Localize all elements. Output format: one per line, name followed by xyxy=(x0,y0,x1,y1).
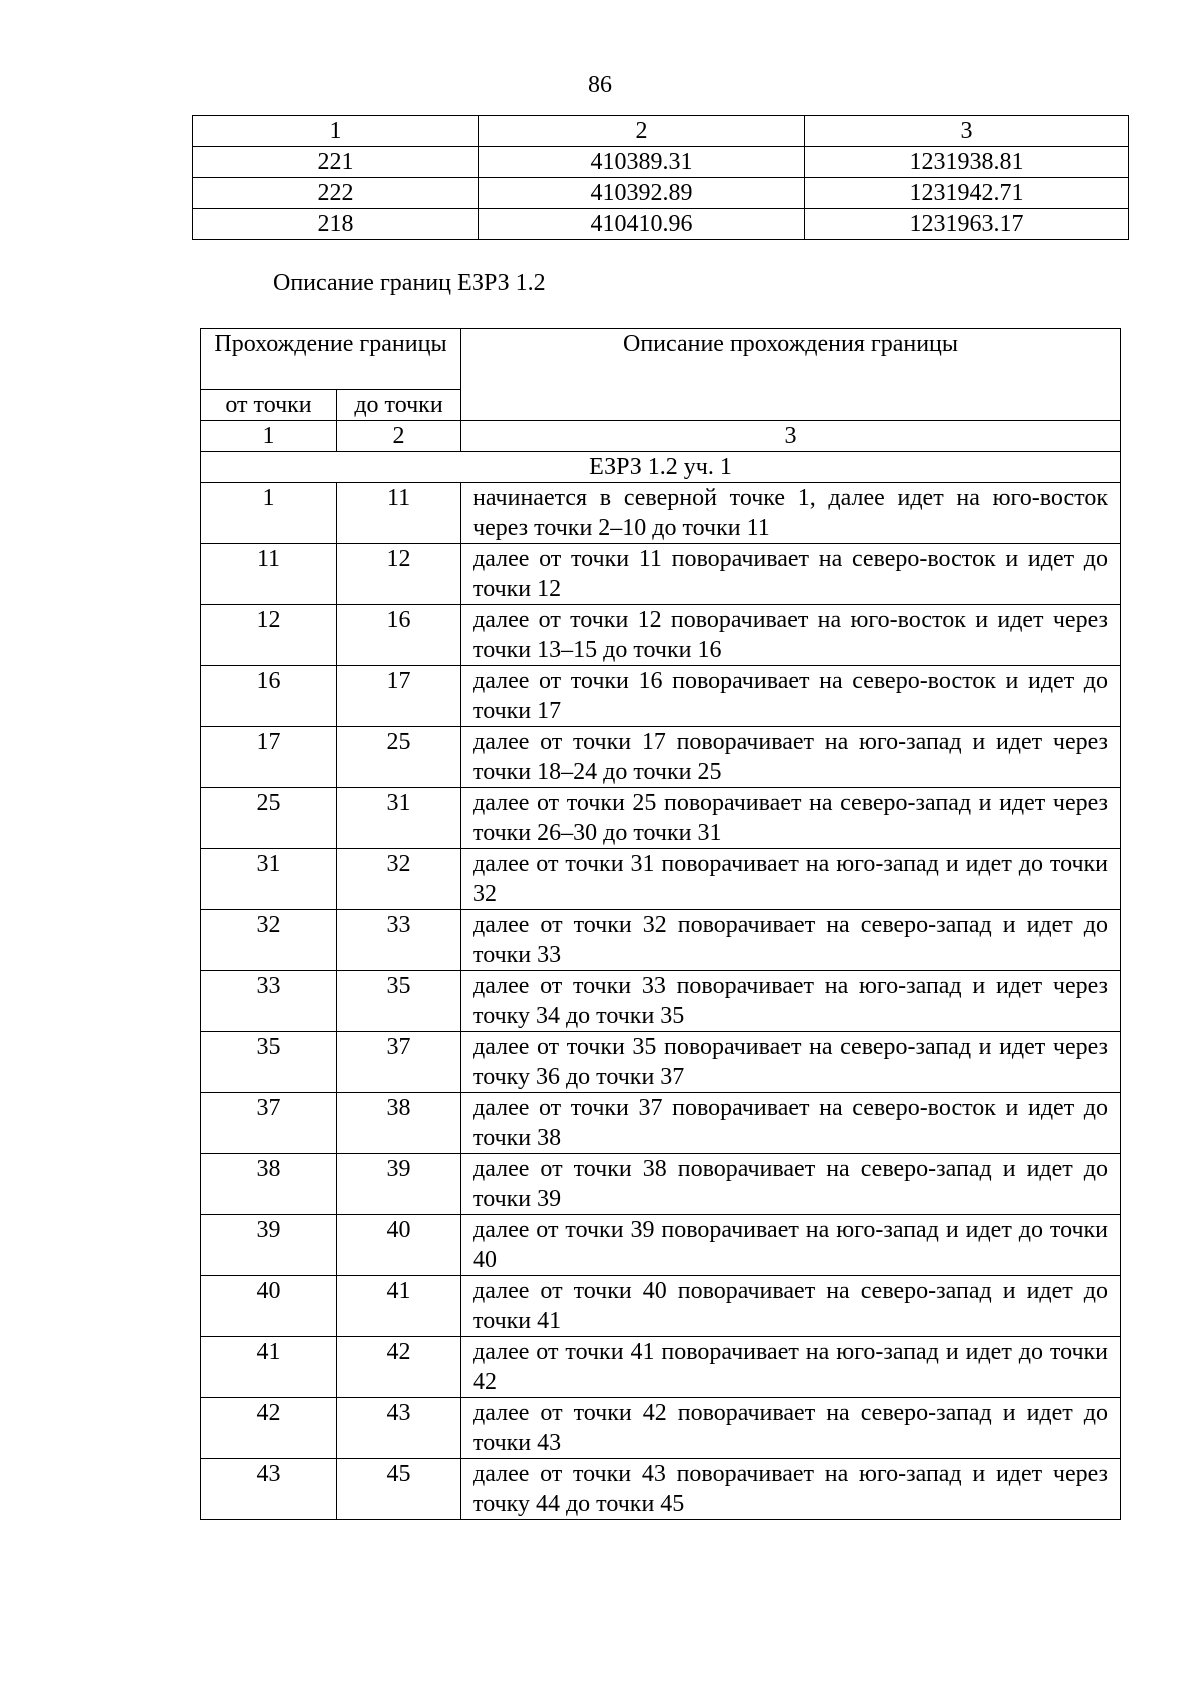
coords-point: 222 xyxy=(193,178,479,209)
page-number: 86 xyxy=(588,72,612,98)
from-point: 32 xyxy=(201,910,337,971)
section-row xyxy=(201,452,1121,483)
coordinates-table xyxy=(192,115,1129,240)
from-point: 25 xyxy=(201,788,337,849)
boundary-row xyxy=(201,788,1121,849)
boundary-description: далее от точки 25 поворачивает на северо-запад и идет через точки 26–30 до точки 31 xyxy=(461,788,1121,849)
boundary-row xyxy=(201,1337,1121,1398)
column-number: 1 xyxy=(201,421,337,452)
header-to: до точки xyxy=(337,390,461,421)
boundary-description: далее от точки 32 поворачивает на северо-запад и идет до точки 33 xyxy=(461,910,1121,971)
boundary-row xyxy=(201,1398,1121,1459)
from-point: 43 xyxy=(201,1459,337,1520)
to-point: 12 xyxy=(337,544,461,605)
boundary-row xyxy=(201,1215,1121,1276)
boundary-row xyxy=(201,910,1121,971)
coords-point: 221 xyxy=(193,147,479,178)
header-from: от точки xyxy=(201,390,337,421)
from-point: 33 xyxy=(201,971,337,1032)
from-point: 16 xyxy=(201,666,337,727)
coords-header-cell: 1 xyxy=(193,116,479,147)
from-point: 12 xyxy=(201,605,337,666)
boundary-description: далее от точки 43 поворачивает на юго-запад и идет через точку 44 до точки 45 xyxy=(461,1459,1121,1520)
header-passage: Прохождение границы xyxy=(201,329,461,390)
coords-y: 1231938.81 xyxy=(805,147,1129,178)
coords-x: 410392.89 xyxy=(479,178,805,209)
coords-x: 410410.96 xyxy=(479,209,805,240)
boundary-description: далее от точки 16 поворачивает на северо-восток и идет до точки 17 xyxy=(461,666,1121,727)
boundary-row xyxy=(201,849,1121,910)
coords-row xyxy=(193,209,1129,240)
to-point: 11 xyxy=(337,483,461,544)
boundary-description: далее от точки 33 поворачивает на юго-запад и идет через точку 34 до точки 35 xyxy=(461,971,1121,1032)
boundary-description: далее от точки 12 поворачивает на юго-восток и идет через точки 13–15 до точки 16 xyxy=(461,605,1121,666)
from-point: 17 xyxy=(201,727,337,788)
coords-x: 410389.31 xyxy=(479,147,805,178)
coords-point: 218 xyxy=(193,209,479,240)
boundary-description: далее от точки 35 поворачивает на северо-запад и идет через точку 36 до точки 37 xyxy=(461,1032,1121,1093)
to-point: 25 xyxy=(337,727,461,788)
to-point: 42 xyxy=(337,1337,461,1398)
from-point: 37 xyxy=(201,1093,337,1154)
boundary-description: далее от точки 42 поворачивает на северо-запад и идет до точки 43 xyxy=(461,1398,1121,1459)
to-point: 35 xyxy=(337,971,461,1032)
boundary-description: начинается в северной точке 1, далее идет на юго-восток через точки 2–10 до точки 11 xyxy=(461,483,1121,544)
boundary-row xyxy=(201,605,1121,666)
boundary-row xyxy=(201,1154,1121,1215)
boundary-row xyxy=(201,1276,1121,1337)
to-point: 41 xyxy=(337,1276,461,1337)
to-point: 16 xyxy=(337,605,461,666)
to-point: 40 xyxy=(337,1215,461,1276)
coords-header-cell: 2 xyxy=(479,116,805,147)
from-point: 1 xyxy=(201,483,337,544)
boundary-description: далее от точки 39 поворачивает на юго-запад и идет до точки 40 xyxy=(461,1215,1121,1276)
from-point: 31 xyxy=(201,849,337,910)
coords-header-cell: 3 xyxy=(805,116,1129,147)
boundary-description: далее от точки 31 поворачивает на юго-запад и идет до точки 32 xyxy=(461,849,1121,910)
to-point: 39 xyxy=(337,1154,461,1215)
column-number: 2 xyxy=(337,421,461,452)
coords-y: 1231942.71 xyxy=(805,178,1129,209)
from-point: 42 xyxy=(201,1398,337,1459)
header-description: Описание прохождения границы xyxy=(461,329,1121,421)
to-point: 45 xyxy=(337,1459,461,1520)
section-label: ЕЗРЗ 1.2 уч. 1 xyxy=(201,452,1121,483)
boundary-row xyxy=(201,1459,1121,1520)
from-point: 38 xyxy=(201,1154,337,1215)
to-point: 32 xyxy=(337,849,461,910)
from-point: 35 xyxy=(201,1032,337,1093)
from-point: 39 xyxy=(201,1215,337,1276)
coords-y: 1231963.17 xyxy=(805,209,1129,240)
to-point: 33 xyxy=(337,910,461,971)
boundary-description: далее от точки 17 поворачивает на юго-запад и идет через точки 18–24 до точки 25 xyxy=(461,727,1121,788)
desc-column-numbers xyxy=(201,421,1121,452)
to-point: 17 xyxy=(337,666,461,727)
to-point: 43 xyxy=(337,1398,461,1459)
from-point: 40 xyxy=(201,1276,337,1337)
boundary-row xyxy=(201,971,1121,1032)
to-point: 37 xyxy=(337,1032,461,1093)
boundary-description: далее от точки 41 поворачивает на юго-запад и идет до точки 42 xyxy=(461,1337,1121,1398)
from-point: 41 xyxy=(201,1337,337,1398)
boundary-row xyxy=(201,666,1121,727)
boundary-description: далее от точки 38 поворачивает на северо-запад и идет до точки 39 xyxy=(461,1154,1121,1215)
from-point: 11 xyxy=(201,544,337,605)
to-point: 38 xyxy=(337,1093,461,1154)
boundary-row xyxy=(201,727,1121,788)
coords-row xyxy=(193,147,1129,178)
coords-row xyxy=(193,178,1129,209)
boundary-row xyxy=(201,1032,1121,1093)
column-number: 3 xyxy=(461,421,1121,452)
boundary-row xyxy=(201,483,1121,544)
boundary-row xyxy=(201,1093,1121,1154)
boundary-description: далее от точки 37 поворачивает на северо-восток и идет до точки 38 xyxy=(461,1093,1121,1154)
desc-header-row xyxy=(201,329,1121,390)
boundary-description-table xyxy=(200,328,1121,1520)
coords-header-row xyxy=(193,116,1129,147)
boundary-row xyxy=(201,544,1121,605)
boundary-description: далее от точки 40 поворачивает на северо-запад и идет до точки 41 xyxy=(461,1276,1121,1337)
section-title: Описание границ ЕЗРЗ 1.2 xyxy=(273,270,546,296)
boundary-description: далее от точки 11 поворачивает на северо-восток и идет до точки 12 xyxy=(461,544,1121,605)
to-point: 31 xyxy=(337,788,461,849)
